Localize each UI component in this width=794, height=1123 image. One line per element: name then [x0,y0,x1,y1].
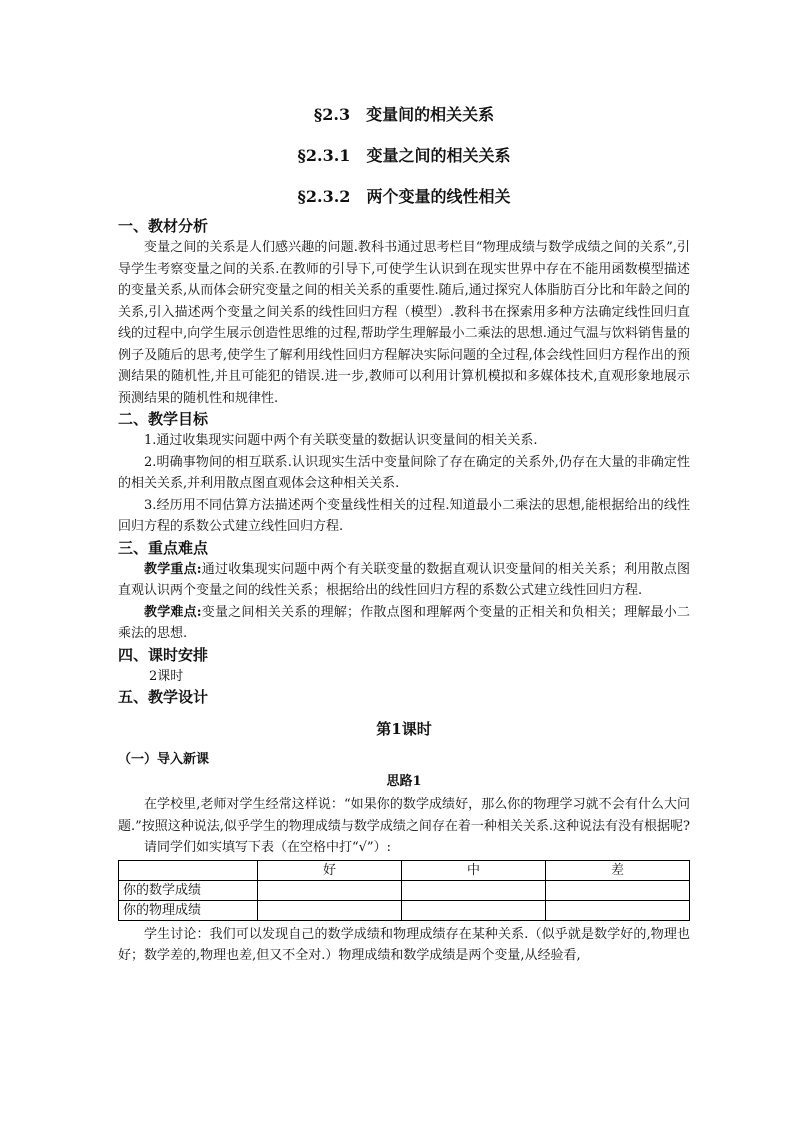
table-cell [546,900,690,920]
difficult-points-text: 变量之间相关关系的理解；作散点图和理解两个变量的正相关和负相关；理解最小二乘法的思想. [118,604,690,641]
goal-item-3: 3.经历用不同估算方法描述两个变量线性相关的过程.知道最小二乘法的思想,能根据给出的线性回归方程的系数公式建立线性回归方程. [118,497,690,534]
table-row [119,880,690,900]
difficult-points-label: 教学难点: [144,604,202,620]
goal-item-1: 1.通过收集现实问题中两个有关联变量的数据认识变量间的相关关系. [144,433,538,448]
grade-table [118,860,690,921]
table-header-cell [119,860,258,880]
heading-key-difficult-points: 三、重点难点 [118,538,209,557]
paragraph-key-points [118,559,690,602]
table-prompt: 请同学们如实填写下表（在空格中打“√”）: [144,840,391,855]
heading-teaching-goals: 二、教学目标 [118,410,209,428]
table-cell [402,900,546,920]
title-section-2-3-2: §2.3.2 两个变量的线性相关 [297,187,511,206]
table-header-row [119,860,690,880]
table-row [119,900,690,920]
heading-teaching-design: 五、教学设计 [118,688,209,706]
subheading-intro: （一）导入新课 [118,752,210,767]
lesson-title: 第1课时 [376,720,432,738]
table-row-label: 你的数学成绩 [119,880,258,900]
heading-schedule: 四、课时安排 [118,645,209,664]
table-cell [258,900,402,920]
key-points-label: 教学重点: [144,561,202,577]
goal-item-2: 2.明确事物间的相互联系.认识现实生活中变量间除了存在确定的关系外,仍存在大量的非确定性的相关关系,并利用散点图直观体会这种相关关系. [118,454,690,491]
table-header-cell: 中 [402,860,546,880]
paragraph-intro: 在学校里,老师对学生经常这样说：“如果你的数学成绩好，那么你的物理学习就不会有什么大问题.”按照这种说法,似乎学生的物理成绩与数学成绩之间存在着一种相关关系.这种说法有没有根据呢? [118,797,691,834]
table-cell [402,880,546,900]
table-row-label: 你的物理成绩 [119,900,258,920]
idea-label: 思路1 [386,774,422,789]
paragraph-textbook-analysis: 变量之间的关系是人们感兴趣的问题.教科书通过思考栏目“物理成绩与数学成绩之间的关系”,引导学生考察变量之间的关系.在教师的引导下,可使学生认识到在现实世界中存在不能用函数模型描述的变量关系,从而体会研究变量之间的相关关系的重要性.随后,通过探究人体脂肪百分比和年龄之间的关系,引入描述两个变量之间关系的线性回归方程（模型）.教科书在探索用多种方法确定线性回归直线的过程中,向学生展示创造性思维的过程,帮助学生理解最小二乘法的思想.通过气温与饮料销售量的例子及随后的思考,使学生了解利用线性回归方程解决实际问题的全过程,体会线性回归方程作出的预测结果的随机性,并且可能犯的错误.进一步,教师可以利用计算机模拟和多媒体技术,直观形象地展示预测结果的随机性和规律性. [118,240,690,406]
schedule-text: 2课时 [149,668,184,684]
key-points-text: 通过收集现实问题中两个有关联变量的数据直观认识变量间的相关关系；利用散点图直观认识两个变量之间的线性关系；根据给出的线性回归方程的系数公式建立线性回归方程. [118,561,690,598]
table-header-cell: 好 [258,860,402,880]
title-section-2-3-1: §2.3.1 变量之间的相关关系 [297,146,511,165]
paragraph-discussion: 学生讨论：我们可以发现自己的数学成绩和物理成绩存在某种关系.（似乎就是数学好的,物理也好；数学差的,物理也差,但又不全对.）物理成绩和数学成绩是两个变量,从经验看, [118,926,690,963]
title-section-2-3: §2.3 变量间的相关关系 [313,105,495,124]
document-page [118,104,690,967]
table-cell [546,880,690,900]
heading-textbook-analysis: 一、教材分析 [118,217,209,235]
paragraph-difficult-points [118,602,690,645]
table-header-cell: 差 [546,860,690,880]
table-cell [258,880,402,900]
